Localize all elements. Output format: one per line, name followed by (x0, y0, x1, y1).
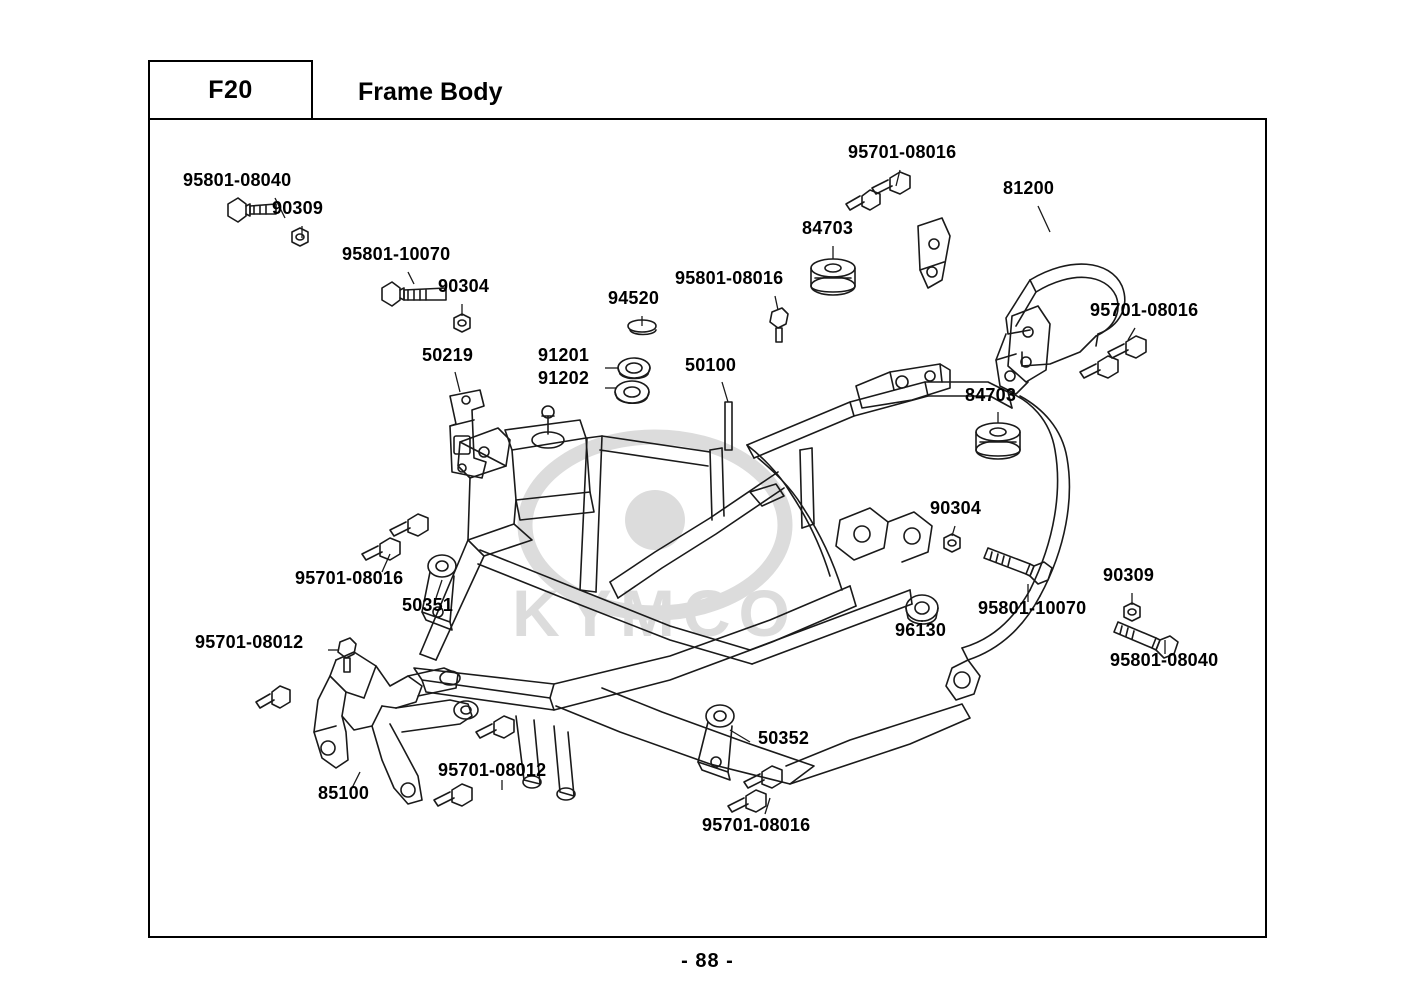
part-84703-upper (811, 259, 855, 295)
section-title: Frame Body (358, 78, 503, 106)
fastener-95801-08016 (770, 308, 788, 342)
part-85100 (314, 652, 478, 804)
fastener-95801-08040-left (228, 198, 276, 222)
callout-50100: 50100 (685, 355, 737, 375)
callout-50219: 50219 (422, 345, 474, 365)
section-code: F20 (208, 75, 253, 104)
callout-84703-upper: 84703 (802, 218, 854, 238)
callout-95801-10070-left: 95801-10070 (342, 244, 451, 264)
callout-90309-left: 90309 (272, 198, 324, 218)
svg-text:KYMCO: KYMCO (512, 576, 798, 650)
exploded-diagram (150, 120, 1265, 936)
part-50351 (422, 555, 456, 630)
callout-50351: 50351 (402, 595, 454, 615)
part-91201 (618, 358, 650, 379)
callout-81200: 81200 (1003, 178, 1055, 198)
callout-96130: 96130 (895, 620, 947, 640)
callout-95701-08012-lower: 95701-08012 (438, 760, 547, 780)
callout-90304-left: 90304 (438, 276, 490, 296)
callout-95801-08016: 95801-08016 (675, 268, 784, 288)
part-84703-lower (976, 423, 1020, 459)
callout-95701-08012-upper: 95701-08012 (195, 632, 304, 652)
fastener-95701-08016-top (846, 172, 910, 210)
fastener-90304-left (454, 314, 470, 332)
callout-95801-08040-right: 95801-08040 (1110, 650, 1219, 670)
callout-95801-08040-left: 95801-08040 (183, 170, 292, 190)
callout-91202: 91202 (538, 368, 590, 388)
leader-lines (275, 170, 1165, 814)
fastener-95701-08016-bottom (728, 766, 782, 812)
fastener-90309-left (292, 228, 308, 246)
part-50352 (698, 705, 734, 780)
fastener-95801-10070-right (984, 548, 1052, 584)
section-code-tab (148, 60, 313, 120)
page-number: - 88 - (681, 950, 734, 972)
callout-90304-right: 90304 (930, 498, 982, 518)
fastener-95801-10070-left (382, 282, 446, 306)
callout-94520: 94520 (608, 288, 660, 308)
callout-95701-08016-top: 95701-08016 (848, 142, 957, 162)
fastener-90309-right (1124, 603, 1140, 621)
callout-95801-10070-right: 95801-10070 (978, 598, 1087, 618)
callout-50352: 50352 (758, 728, 810, 748)
fastener-95701-08016-left (362, 514, 428, 560)
callout-95701-08016-bottom: 95701-08016 (702, 815, 811, 835)
part-91202 (615, 381, 649, 403)
callout-91201: 91201 (538, 345, 590, 365)
callout-85100: 85100 (318, 783, 370, 803)
callout-90309-right: 90309 (1103, 565, 1155, 585)
callout-95701-08016-left: 95701-08016 (295, 568, 404, 588)
fastener-90304-right (944, 534, 960, 552)
callout-95701-08016-right: 95701-08016 (1090, 300, 1199, 320)
callout-84703-lower: 84703 (965, 385, 1017, 405)
kymco-watermark (512, 437, 798, 650)
